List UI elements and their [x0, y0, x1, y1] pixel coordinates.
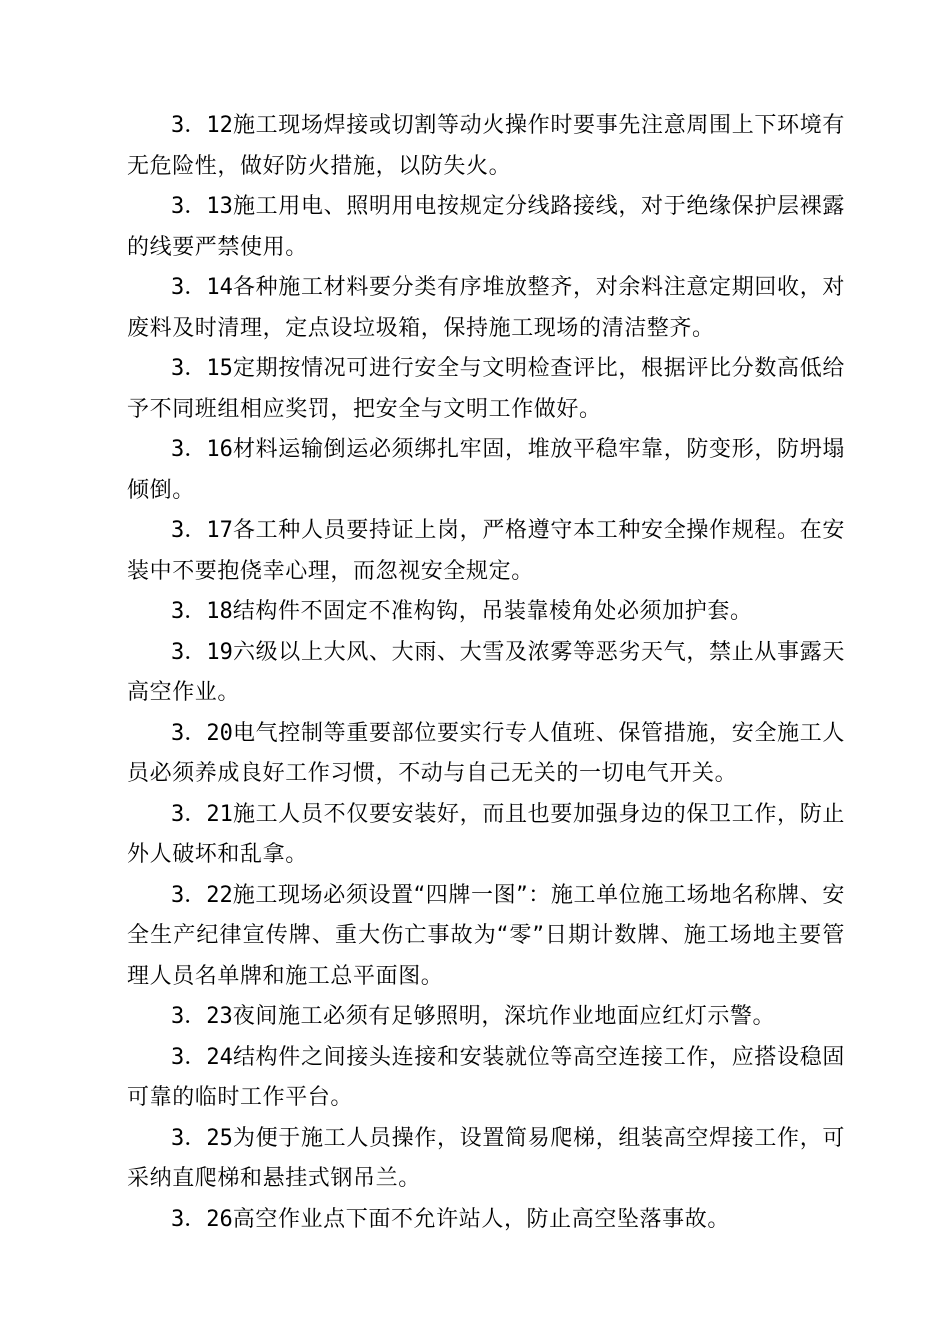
- clause-text: 材料运输倒运必须绑扎牢固，堆放平稳牢靠，防变形，防坍塌倾倒。: [127, 437, 845, 503]
- clause-3-26: [127, 1200, 845, 1241]
- clause-number: 3．18: [171, 599, 233, 624]
- clause-number: 3．16: [171, 437, 233, 462]
- clause-number: 3．22: [171, 882, 233, 908]
- clause-3-24: [127, 1038, 845, 1119]
- clause-number: 3．23: [171, 1004, 233, 1029]
- clause-3-20: [127, 714, 845, 795]
- clause-3-23: [127, 997, 845, 1038]
- clause-3-14: [127, 268, 845, 349]
- clause-number: 3．13: [171, 194, 233, 219]
- document-body: [127, 106, 845, 1240]
- clause-3-13: [127, 187, 845, 268]
- clause-text: 施工用电、照明用电按规定分线路接线，对于绝缘保护层裸露的线要严禁使用。: [127, 194, 845, 260]
- clause-3-15: [127, 349, 845, 430]
- clause-text: 各工种人员要持证上岗，严格遵守本工种安全操作规程。在安装中不要抱侥幸心理，而忽视安全规定。: [127, 518, 845, 584]
- clause-text: 结构件之间接头连接和安装就位等高空连接工作，应搭设稳固可靠的临时工作平台。: [127, 1044, 845, 1110]
- clause-3-19: [127, 633, 845, 714]
- clause-3-21: [127, 795, 845, 876]
- clause-text: 各种施工材料要分类有序堆放整齐，对余料注意定期回收，对废料及时清理，定点设垃圾箱，保持施工现场的清洁整齐。: [127, 275, 845, 341]
- clause-number: 3．17: [171, 518, 233, 543]
- clause-number: 3．12: [171, 113, 233, 138]
- clause-number: 3．15: [171, 356, 233, 381]
- clause-3-12: [127, 106, 845, 187]
- clause-text: 夜间施工必须有足够照明，深坑作业地面应红灯示警。: [232, 1004, 776, 1029]
- clause-text: 结构件不固定不准构钩，吊装靠棱角处必须加护套。: [232, 599, 753, 624]
- clause-number: 3．21: [171, 801, 233, 827]
- clause-text: 施工现场必须设置“四牌一图”：施工单位施工场地名称牌、安全生产纪律宣传牌、重大伤亡事故为“零”日期计数牌、施工场地主要管理人员名单牌和施工总平面图。: [127, 882, 845, 989]
- clause-number: 3．14: [171, 275, 233, 300]
- clause-text: 六级以上大风、大雨、大雪及浓雾等恶劣天气，禁止从事露天高空作业。: [127, 639, 845, 705]
- clause-3-25: [127, 1119, 845, 1200]
- clause-3-16: [127, 430, 845, 511]
- clause-text: 电气控制等重要部位要实行专人值班、保管措施，安全施工人员必须养成良好工作习惯，不动与自己无关的一切电气开关。: [127, 720, 845, 786]
- clause-text: 施工人员不仅要安装好，而且也要加强身边的保卫工作，防止外人破坏和乱拿。: [127, 801, 845, 867]
- clause-3-22: [127, 876, 845, 998]
- clause-text: 定期按情况可进行安全与文明检查评比，根据评比分数高低给予不同班组相应奖罚，把安全与文明工作做好。: [127, 356, 845, 422]
- clause-number: 3．20: [171, 720, 233, 746]
- clause-3-18: [127, 592, 845, 633]
- clause-text: 高空作业点下面不允许站人，防止高空坠落事故。: [232, 1206, 730, 1232]
- clause-number: 3．25: [171, 1125, 233, 1151]
- clause-text: 施工现场焊接或切割等动火操作时要事先注意周围上下环境有无危险性，做好防火措施，以防失火。: [127, 113, 845, 179]
- clause-number: 3．19: [171, 639, 233, 665]
- clause-number: 3．24: [171, 1044, 233, 1070]
- clause-3-17: [127, 511, 845, 592]
- clause-text: 为便于施工人员操作，设置简易爬梯，组装高空焊接工作，可采纳直爬梯和悬挂式钢吊兰。: [127, 1125, 845, 1191]
- clause-number: 3．26: [171, 1206, 233, 1232]
